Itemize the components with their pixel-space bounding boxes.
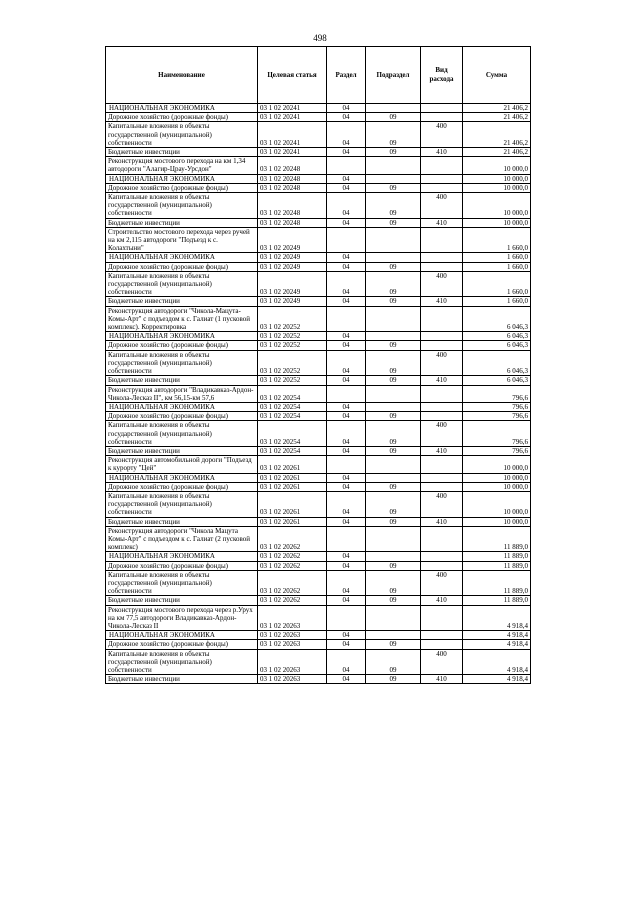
table-row	[106, 104, 531, 113]
cell-code: 03 1 02 20263	[258, 640, 327, 649]
cell-sum: 10 000,0	[463, 174, 531, 183]
cell-subsection: 09	[366, 446, 421, 455]
table-row	[106, 631, 531, 640]
cell-type	[421, 482, 463, 491]
table-row	[106, 350, 531, 376]
cell-sum: 6 046,3	[463, 341, 531, 350]
cell-code: 03 1 02 20254	[258, 402, 327, 411]
cell-code: 03 1 02 20262	[258, 561, 327, 570]
cell-subsection	[366, 526, 421, 552]
cell-subsection	[366, 174, 421, 183]
cell-sum: 4 918,4	[463, 675, 531, 684]
table-row	[106, 649, 531, 675]
cell-section: 04	[327, 640, 366, 649]
cell-name: Дорожное хозяйство (дорожные фонды)	[106, 262, 258, 271]
cell-sum: 796,6	[463, 385, 531, 402]
cell-name: Реконструкция автомобильной дороги "Подъезд к курорту "Цей"	[106, 456, 258, 473]
cell-sum: 4 918,4	[463, 640, 531, 649]
cell-code: 03 1 02 20249	[258, 297, 327, 306]
cell-section: 04	[327, 473, 366, 482]
cell-section: 04	[327, 341, 366, 350]
table-row	[106, 385, 531, 402]
cell-section: 04	[327, 402, 366, 411]
cell-section: 04	[327, 631, 366, 640]
cell-name: НАЦИОНАЛЬНАЯ ЭКОНОМИКА	[106, 104, 258, 113]
cell-section: 04	[327, 675, 366, 684]
cell-subsection: 09	[366, 596, 421, 605]
cell-subsection: 09	[366, 113, 421, 122]
header-code: Целевая статья	[258, 47, 327, 104]
table-row	[106, 227, 531, 253]
table-row	[106, 262, 531, 271]
cell-subsection: 09	[366, 412, 421, 421]
cell-code: 03 1 02 20262	[258, 570, 327, 596]
cell-subsection	[366, 104, 421, 113]
table-row	[106, 193, 531, 219]
table-row	[106, 297, 531, 306]
cell-code: 03 1 02 20241	[258, 104, 327, 113]
cell-type	[421, 174, 463, 183]
cell-code: 03 1 02 20261	[258, 456, 327, 473]
cell-code: 03 1 02 20263	[258, 605, 327, 631]
cell-sum: 4 918,4	[463, 649, 531, 675]
cell-name: Реконструкция мостового перехода на км 1,34 автодороги "Алагир-Црау-Урсдон"	[106, 157, 258, 174]
cell-code: 03 1 02 20254	[258, 421, 327, 447]
cell-code: 03 1 02 20248	[258, 193, 327, 219]
cell-sum: 21 406,2	[463, 104, 531, 113]
cell-subsection: 09	[366, 148, 421, 157]
cell-section	[327, 385, 366, 402]
cell-type: 400	[421, 122, 463, 148]
cell-sum: 10 000,0	[463, 482, 531, 491]
table-header-row	[106, 47, 531, 104]
cell-name: НАЦИОНАЛЬНАЯ ЭКОНОМИКА	[106, 332, 258, 341]
cell-type	[421, 526, 463, 552]
cell-sum: 10 000,0	[463, 473, 531, 482]
cell-code: 03 1 02 20241	[258, 122, 327, 148]
cell-section: 04	[327, 183, 366, 192]
cell-section: 04	[327, 104, 366, 113]
cell-type	[421, 473, 463, 482]
cell-sum: 1 660,0	[463, 253, 531, 262]
cell-subsection: 09	[366, 649, 421, 675]
cell-name: Капитальные вложения в объекты государственной (муниципальной) собственности	[106, 193, 258, 219]
cell-type: 400	[421, 350, 463, 376]
cell-subsection	[366, 456, 421, 473]
cell-type: 410	[421, 218, 463, 227]
cell-type: 400	[421, 570, 463, 596]
cell-sum: 11 889,0	[463, 552, 531, 561]
cell-code: 03 1 02 20252	[258, 332, 327, 341]
cell-sum: 11 889,0	[463, 561, 531, 570]
cell-code: 03 1 02 20262	[258, 552, 327, 561]
cell-code: 03 1 02 20241	[258, 148, 327, 157]
cell-name: Строительство мостового перехода через ручей на км 2,115 автодороги "Подъезд к с. Колахтыни"	[106, 227, 258, 253]
cell-sum: 1 660,0	[463, 227, 531, 253]
cell-code: 03 1 02 20248	[258, 174, 327, 183]
cell-sum: 10 000,0	[463, 193, 531, 219]
cell-name: Капитальные вложения в объекты государственной (муниципальной) собственности	[106, 570, 258, 596]
cell-name: Бюджетные инвестиции	[106, 596, 258, 605]
cell-name: Реконструкция автодороги "Владикавказ-Ардон-Чикола-Лесказ II", км 56,15-км 57,6	[106, 385, 258, 402]
cell-section: 04	[327, 552, 366, 561]
cell-name: НАЦИОНАЛЬНАЯ ЭКОНОМИКА	[106, 402, 258, 411]
cell-type: 410	[421, 148, 463, 157]
cell-section	[327, 306, 366, 332]
cell-section	[327, 227, 366, 253]
cell-sum: 4 918,4	[463, 605, 531, 631]
table-row	[106, 148, 531, 157]
cell-type: 400	[421, 649, 463, 675]
cell-type	[421, 631, 463, 640]
cell-type: 400	[421, 193, 463, 219]
cell-code: 03 1 02 20263	[258, 675, 327, 684]
cell-type: 410	[421, 446, 463, 455]
cell-name: Капитальные вложения в объекты государственной (муниципальной) собственности	[106, 649, 258, 675]
cell-sum: 1 660,0	[463, 271, 531, 297]
cell-code: 03 1 02 20252	[258, 350, 327, 376]
table-row	[106, 271, 531, 297]
cell-name: Дорожное хозяйство (дорожные фонды)	[106, 640, 258, 649]
cell-name: Реконструкция мостового перехода через р.Урух на км 77,5 автодороги Владикавказ-Ардон-Чикола-Лесказ II	[106, 605, 258, 631]
cell-name: НАЦИОНАЛЬНАЯ ЭКОНОМИКА	[106, 631, 258, 640]
cell-section: 04	[327, 376, 366, 385]
cell-section: 04	[327, 271, 366, 297]
table-row	[106, 174, 531, 183]
cell-section: 04	[327, 517, 366, 526]
cell-sum: 6 046,3	[463, 350, 531, 376]
cell-section: 04	[327, 262, 366, 271]
cell-type	[421, 341, 463, 350]
cell-section: 04	[327, 332, 366, 341]
cell-type	[421, 332, 463, 341]
table-row	[106, 605, 531, 631]
cell-type	[421, 113, 463, 122]
cell-section	[327, 456, 366, 473]
cell-name: Бюджетные инвестиции	[106, 446, 258, 455]
cell-sum: 4 918,4	[463, 631, 531, 640]
table-row	[106, 473, 531, 482]
cell-type	[421, 157, 463, 174]
cell-subsection: 09	[366, 271, 421, 297]
cell-name: Реконструкция автодороги "Чикола-Мацута-Комы-Арт" с подъездом к с. Галиат (1 пусковой комплекс). Корректировка	[106, 306, 258, 332]
cell-section: 04	[327, 446, 366, 455]
cell-sum: 6 046,3	[463, 306, 531, 332]
cell-code: 03 1 02 20254	[258, 412, 327, 421]
cell-sum: 10 000,0	[463, 218, 531, 227]
cell-section: 04	[327, 596, 366, 605]
cell-section: 04	[327, 421, 366, 447]
cell-section	[327, 605, 366, 631]
cell-section: 04	[327, 113, 366, 122]
cell-name: Бюджетные инвестиции	[106, 376, 258, 385]
table-row	[106, 183, 531, 192]
cell-name: Дорожное хозяйство (дорожные фонды)	[106, 183, 258, 192]
cell-section: 04	[327, 412, 366, 421]
table-row	[106, 491, 531, 517]
cell-name: Дорожное хозяйство (дорожные фонды)	[106, 412, 258, 421]
table-row	[106, 412, 531, 421]
cell-code: 03 1 02 20261	[258, 491, 327, 517]
cell-code: 03 1 02 20261	[258, 482, 327, 491]
cell-type	[421, 561, 463, 570]
cell-name: Капитальные вложения в объекты государственной (муниципальной) собственности	[106, 350, 258, 376]
cell-type	[421, 227, 463, 253]
cell-code: 03 1 02 20254	[258, 446, 327, 455]
header-section: Раздел	[327, 47, 366, 104]
cell-subsection: 09	[366, 570, 421, 596]
cell-type: 410	[421, 596, 463, 605]
cell-code: 03 1 02 20249	[258, 253, 327, 262]
cell-subsection: 09	[366, 376, 421, 385]
cell-sum: 11 889,0	[463, 570, 531, 596]
cell-sum: 1 660,0	[463, 297, 531, 306]
cell-code: 03 1 02 20248	[258, 218, 327, 227]
cell-sum: 11 889,0	[463, 596, 531, 605]
cell-section: 04	[327, 193, 366, 219]
table-row	[106, 552, 531, 561]
cell-subsection	[366, 385, 421, 402]
cell-type	[421, 262, 463, 271]
cell-type	[421, 385, 463, 402]
cell-subsection: 09	[366, 561, 421, 570]
cell-sum: 10 000,0	[463, 491, 531, 517]
budget-table	[105, 46, 531, 684]
cell-section: 04	[327, 148, 366, 157]
cell-code: 03 1 02 20263	[258, 649, 327, 675]
table-row	[106, 675, 531, 684]
cell-section: 04	[327, 218, 366, 227]
cell-section	[327, 157, 366, 174]
header-sum: Сумма	[463, 47, 531, 104]
cell-code: 03 1 02 20249	[258, 262, 327, 271]
cell-section: 04	[327, 561, 366, 570]
cell-name: Капитальные вложения в объекты государственной (муниципальной) собственности	[106, 122, 258, 148]
cell-subsection: 09	[366, 297, 421, 306]
cell-type: 410	[421, 376, 463, 385]
table-row	[106, 402, 531, 411]
cell-sum: 11 889,0	[463, 526, 531, 552]
cell-name: НАЦИОНАЛЬНАЯ ЭКОНОМИКА	[106, 473, 258, 482]
table-row	[106, 640, 531, 649]
cell-name: НАЦИОНАЛЬНАЯ ЭКОНОМИКА	[106, 253, 258, 262]
cell-subsection: 09	[366, 482, 421, 491]
cell-sum: 6 046,3	[463, 332, 531, 341]
table-row	[106, 122, 531, 148]
cell-sum: 796,6	[463, 402, 531, 411]
cell-subsection: 09	[366, 341, 421, 350]
cell-sum: 796,6	[463, 421, 531, 447]
cell-type: 400	[421, 491, 463, 517]
cell-code: 03 1 02 20254	[258, 385, 327, 402]
cell-subsection: 09	[366, 421, 421, 447]
cell-type	[421, 605, 463, 631]
cell-sum: 21 406,2	[463, 148, 531, 157]
cell-subsection	[366, 157, 421, 174]
table-row	[106, 446, 531, 455]
cell-subsection: 09	[366, 193, 421, 219]
page-number: 498	[313, 33, 327, 43]
cell-section: 04	[327, 297, 366, 306]
cell-type	[421, 412, 463, 421]
table-row	[106, 332, 531, 341]
cell-name: Бюджетные инвестиции	[106, 675, 258, 684]
cell-type: 410	[421, 517, 463, 526]
cell-subsection	[366, 605, 421, 631]
cell-code: 03 1 02 20252	[258, 306, 327, 332]
header-type: Вид расхода	[421, 47, 463, 104]
cell-subsection	[366, 473, 421, 482]
cell-sum: 10 000,0	[463, 183, 531, 192]
cell-name: Бюджетные инвестиции	[106, 148, 258, 157]
cell-subsection: 09	[366, 491, 421, 517]
cell-name: Дорожное хозяйство (дорожные фонды)	[106, 482, 258, 491]
table-row	[106, 157, 531, 174]
cell-name: Бюджетные инвестиции	[106, 297, 258, 306]
cell-subsection	[366, 253, 421, 262]
table-row	[106, 306, 531, 332]
cell-code: 03 1 02 20241	[258, 113, 327, 122]
cell-subsection: 09	[366, 350, 421, 376]
cell-subsection	[366, 227, 421, 253]
cell-name: Бюджетные инвестиции	[106, 218, 258, 227]
cell-sum: 10 000,0	[463, 517, 531, 526]
cell-type	[421, 456, 463, 473]
cell-name: Бюджетные инвестиции	[106, 517, 258, 526]
cell-type	[421, 640, 463, 649]
table-row	[106, 218, 531, 227]
cell-sum: 6 046,3	[463, 376, 531, 385]
cell-code: 03 1 02 20261	[258, 517, 327, 526]
cell-section: 04	[327, 350, 366, 376]
cell-section: 04	[327, 122, 366, 148]
cell-subsection: 09	[366, 218, 421, 227]
table-row	[106, 482, 531, 491]
cell-section: 04	[327, 174, 366, 183]
table-row	[106, 570, 531, 596]
cell-subsection	[366, 332, 421, 341]
table-body	[106, 104, 531, 684]
cell-sum: 1 660,0	[463, 262, 531, 271]
cell-code: 03 1 02 20261	[258, 473, 327, 482]
cell-sum: 796,6	[463, 412, 531, 421]
cell-type	[421, 104, 463, 113]
cell-subsection	[366, 631, 421, 640]
table-row	[106, 341, 531, 350]
cell-subsection	[366, 306, 421, 332]
cell-name: НАЦИОНАЛЬНАЯ ЭКОНОМИКА	[106, 174, 258, 183]
cell-sum: 21 406,2	[463, 122, 531, 148]
cell-type	[421, 402, 463, 411]
cell-name: Капитальные вложения в объекты государственной (муниципальной) собственности	[106, 491, 258, 517]
cell-subsection	[366, 552, 421, 561]
table-row	[106, 517, 531, 526]
cell-code: 03 1 02 20248	[258, 183, 327, 192]
cell-type	[421, 253, 463, 262]
cell-type	[421, 552, 463, 561]
cell-code: 03 1 02 20248	[258, 157, 327, 174]
header-subsection: Подраздел	[366, 47, 421, 104]
table-row	[106, 561, 531, 570]
cell-name: Капитальные вложения в объекты государственной (муниципальной) собственности	[106, 421, 258, 447]
table-row	[106, 376, 531, 385]
cell-code: 03 1 02 20252	[258, 376, 327, 385]
cell-subsection: 09	[366, 675, 421, 684]
cell-name: Дорожное хозяйство (дорожные фонды)	[106, 113, 258, 122]
cell-name: Дорожное хозяйство (дорожные фонды)	[106, 561, 258, 570]
header-name: Наименование	[106, 47, 258, 104]
cell-type	[421, 183, 463, 192]
cell-subsection: 09	[366, 122, 421, 148]
cell-sum: 10 000,0	[463, 157, 531, 174]
cell-code: 03 1 02 20263	[258, 631, 327, 640]
cell-code: 03 1 02 20262	[258, 526, 327, 552]
cell-code: 03 1 02 20262	[258, 596, 327, 605]
cell-type	[421, 306, 463, 332]
cell-section: 04	[327, 649, 366, 675]
cell-type: 410	[421, 675, 463, 684]
cell-section: 04	[327, 253, 366, 262]
cell-type: 400	[421, 421, 463, 447]
cell-section: 04	[327, 482, 366, 491]
cell-sum: 10 000,0	[463, 456, 531, 473]
cell-sum: 796,6	[463, 446, 531, 455]
cell-subsection	[366, 402, 421, 411]
cell-name: Дорожное хозяйство (дорожные фонды)	[106, 341, 258, 350]
cell-subsection: 09	[366, 640, 421, 649]
cell-name: Реконструкция автодороги "Чикола Мацута Комы-Арт" с подъездом к с. Галиат (2 пусковой комплекс)	[106, 526, 258, 552]
cell-code: 03 1 02 20249	[258, 227, 327, 253]
table-row	[106, 421, 531, 447]
cell-section	[327, 526, 366, 552]
cell-subsection: 09	[366, 262, 421, 271]
table-row	[106, 526, 531, 552]
table-row	[106, 456, 531, 473]
cell-subsection: 09	[366, 517, 421, 526]
table-row	[106, 596, 531, 605]
cell-subsection: 09	[366, 183, 421, 192]
cell-type: 410	[421, 297, 463, 306]
cell-section: 04	[327, 491, 366, 517]
cell-sum: 21 406,2	[463, 113, 531, 122]
cell-name: Капитальные вложения в объекты государственной (муниципальной) собственности	[106, 271, 258, 297]
table-row	[106, 113, 531, 122]
table-row	[106, 253, 531, 262]
cell-section: 04	[327, 570, 366, 596]
cell-code: 03 1 02 20252	[258, 341, 327, 350]
cell-code: 03 1 02 20249	[258, 271, 327, 297]
cell-type: 400	[421, 271, 463, 297]
cell-name: НАЦИОНАЛЬНАЯ ЭКОНОМИКА	[106, 552, 258, 561]
